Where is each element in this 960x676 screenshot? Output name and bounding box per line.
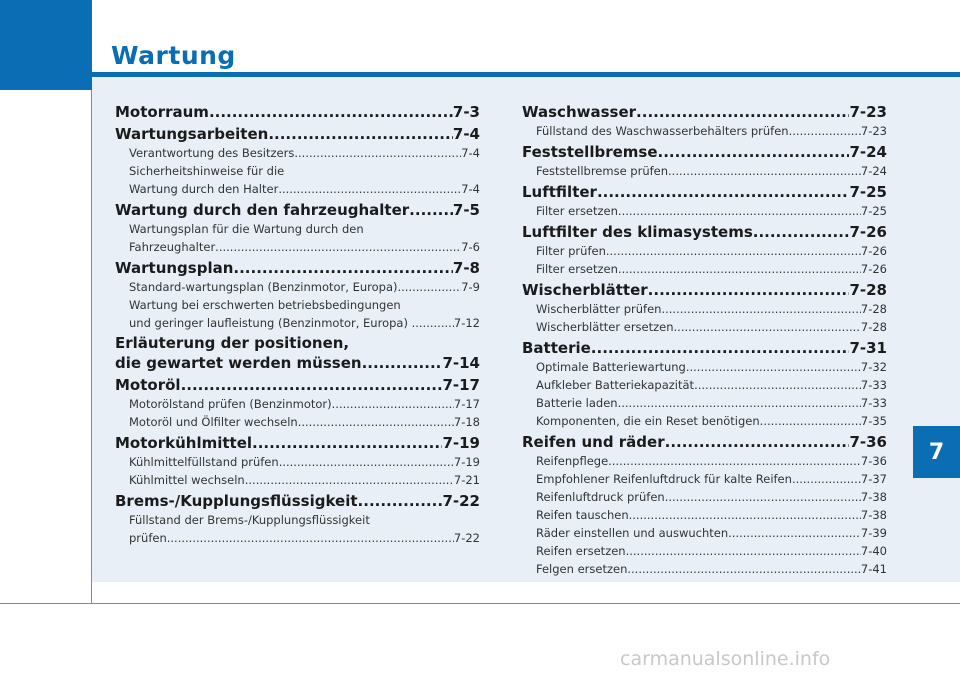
leader-dots bbox=[753, 222, 850, 242]
leader-dots bbox=[665, 488, 861, 506]
leader-dots bbox=[627, 560, 861, 578]
toc-section-entry[interactable] bbox=[115, 491, 480, 511]
leader-dots bbox=[618, 260, 861, 278]
toc-section-title: Luftfilter des klimasystems bbox=[522, 223, 753, 241]
leader-dots bbox=[728, 524, 861, 542]
toc-section-title-line: Erläuterung der positionen, bbox=[115, 334, 350, 352]
toc-page-number: 7-4 bbox=[452, 125, 480, 143]
toc-subentry[interactable] bbox=[522, 162, 887, 180]
toc-subentry-title: Standard-wartungsplan (Benzinmotor, Europa) bbox=[129, 280, 398, 294]
leader-dots bbox=[665, 432, 850, 452]
toc-page-number: 7-33 bbox=[860, 396, 887, 410]
toc-subentry-title: Batterie laden bbox=[536, 396, 618, 410]
leader-dots bbox=[591, 338, 850, 358]
toc-section-entry[interactable] bbox=[522, 280, 887, 300]
toc-page-number: 7-22 bbox=[442, 492, 480, 510]
toc-page-number: 7-18 bbox=[453, 415, 480, 429]
toc-subentry-title: Kühlmittelfüllstand prüfen bbox=[129, 455, 279, 469]
toc-subentry-title: Felgen ersetzen bbox=[536, 562, 628, 576]
toc-page-number: 7-28 bbox=[860, 320, 887, 334]
toc-section bbox=[115, 200, 480, 256]
toc-subentry[interactable] bbox=[522, 242, 887, 260]
leader-dots bbox=[181, 375, 443, 395]
toc-section bbox=[115, 102, 480, 122]
toc-subentry-title: Reifen tauschen bbox=[536, 508, 629, 522]
toc-section-entry[interactable] bbox=[115, 258, 480, 278]
toc-page-number: 7-26 bbox=[849, 223, 887, 241]
toc-section-entry[interactable] bbox=[115, 433, 480, 453]
toc-page-number: 7-23 bbox=[849, 103, 887, 121]
toc-section-entry[interactable] bbox=[522, 102, 887, 122]
header-color-block bbox=[0, 0, 92, 90]
toc-section-title: Wartungsarbeiten bbox=[115, 125, 269, 143]
leader-dots bbox=[167, 529, 454, 547]
leader-dots bbox=[215, 238, 461, 256]
toc-page-number: 7-32 bbox=[860, 360, 887, 374]
toc-subentry-title: Aufkleber Batteriekapazität bbox=[536, 378, 695, 392]
leader-dots bbox=[398, 278, 462, 296]
toc-subentry[interactable] bbox=[522, 506, 887, 524]
toc-section-title: Motorraum bbox=[115, 103, 209, 121]
toc-section-title: Motoröl bbox=[115, 376, 181, 394]
toc-page-number: 7-22 bbox=[453, 531, 480, 545]
toc-subentry-title: prüfen bbox=[129, 531, 167, 545]
toc-section bbox=[115, 433, 480, 489]
toc-subentry-line: Füllstand der Brems-/Kupplungsflüssigkeit bbox=[129, 513, 370, 527]
toc-subentry-title: Wischerblätter ersetzen bbox=[536, 320, 674, 334]
toc-subentry-title: Empfohlener Reifenluftdruck für kalte Reifen bbox=[536, 472, 792, 486]
toc-subentry[interactable] bbox=[115, 144, 480, 162]
toc-section bbox=[115, 124, 480, 198]
toc-section-title: Reifen und räder bbox=[522, 433, 665, 451]
toc-section-entry[interactable] bbox=[115, 124, 480, 144]
toc-subentry-title: Kühlmittel wechseln bbox=[129, 473, 245, 487]
chapter-tab[interactable] bbox=[913, 426, 960, 478]
toc-subentry-title: Fahrzeughalter bbox=[129, 240, 216, 254]
leader-dots bbox=[658, 142, 850, 162]
toc-page-number: 7-17 bbox=[453, 397, 480, 411]
toc-page-number: 7-5 bbox=[452, 201, 480, 219]
leader-dots bbox=[298, 413, 454, 431]
toc-section bbox=[115, 334, 480, 373]
toc-page-number: 7-25 bbox=[860, 204, 887, 218]
toc-subentry-title: Reifenluftdruck prüfen bbox=[536, 490, 665, 504]
leader-dots bbox=[629, 506, 861, 524]
toc-section bbox=[522, 222, 887, 278]
toc-section bbox=[522, 432, 887, 578]
toc-section-entry[interactable] bbox=[522, 182, 887, 202]
toc-page-number: 7-38 bbox=[860, 490, 887, 504]
leader-dots bbox=[419, 314, 454, 332]
leader-dots bbox=[618, 394, 861, 412]
toc-section-title: Wartung durch den fahrzeughalter bbox=[115, 201, 410, 219]
toc-subentry[interactable] bbox=[115, 471, 480, 489]
watermark: carmanualsonline.info bbox=[620, 648, 831, 670]
toc-page-number: 7-28 bbox=[849, 281, 887, 299]
leader-dots bbox=[245, 471, 454, 489]
toc-right-column bbox=[522, 100, 887, 578]
toc-page-number: 7-36 bbox=[849, 433, 887, 451]
toc-page-number: 7-19 bbox=[453, 455, 480, 469]
leader-dots bbox=[636, 102, 849, 122]
toc-section-title: Waschwasser bbox=[522, 103, 637, 121]
toc-subentry[interactable] bbox=[522, 470, 887, 488]
toc-page-number: 7-28 bbox=[860, 302, 887, 316]
toc-page-number: 7-14 bbox=[442, 354, 480, 372]
leader-dots bbox=[252, 433, 442, 453]
leader-dots bbox=[209, 102, 453, 122]
leader-dots bbox=[694, 376, 861, 394]
leader-dots bbox=[358, 491, 443, 511]
toc-subentry-title: Reifenpflege bbox=[536, 454, 609, 468]
toc-subentry[interactable] bbox=[522, 358, 887, 376]
toc-section bbox=[115, 491, 480, 547]
toc-subentry-line: Sicherheitshinweise für die bbox=[129, 164, 285, 178]
leader-dots bbox=[278, 180, 461, 198]
toc-subentry[interactable] bbox=[115, 314, 480, 332]
leader-dots bbox=[279, 453, 454, 471]
toc-section-title: Wartungsplan bbox=[115, 259, 234, 277]
toc-section bbox=[522, 338, 887, 430]
chapter-number: 7 bbox=[928, 439, 945, 465]
toc-section-entry[interactable] bbox=[115, 200, 480, 220]
toc-page-number: 7-6 bbox=[461, 240, 480, 254]
toc-section-title: Luftfilter bbox=[522, 183, 597, 201]
toc-subentry[interactable] bbox=[115, 278, 480, 296]
toc-section-title: die gewartet werden müssen bbox=[115, 354, 362, 372]
leader-dots bbox=[606, 242, 861, 260]
toc-section-entry[interactable] bbox=[522, 142, 887, 162]
toc-section-entry[interactable] bbox=[115, 375, 480, 395]
toc-subentry[interactable] bbox=[522, 524, 887, 542]
toc-subentry-title: Räder einstellen und auswuchten bbox=[536, 526, 729, 540]
toc-subentry[interactable] bbox=[115, 395, 480, 413]
leader-dots bbox=[792, 470, 861, 488]
toc-page-number: 7-24 bbox=[849, 143, 887, 161]
leader-dots bbox=[233, 258, 452, 278]
toc-subentry-line: Wartung bei erschwerten betriebsbedingungen bbox=[129, 298, 401, 312]
toc-subentry-title: Wartung durch den Halter bbox=[129, 182, 279, 196]
leader-dots bbox=[409, 200, 453, 220]
toc-section bbox=[115, 375, 480, 431]
leader-dots bbox=[789, 122, 861, 140]
bottom-rule bbox=[0, 603, 960, 604]
leader-dots bbox=[626, 542, 861, 560]
leader-dots bbox=[597, 182, 850, 202]
toc-subentry[interactable] bbox=[522, 122, 887, 140]
toc-page-number: 7-21 bbox=[453, 473, 480, 487]
leader-dots bbox=[760, 412, 861, 430]
toc-section-title: Feststellbremse bbox=[522, 143, 658, 161]
toc-subentry[interactable] bbox=[522, 560, 887, 578]
toc-page-number: 7-8 bbox=[452, 259, 480, 277]
leader-dots bbox=[294, 144, 461, 162]
toc-page-number: 7-40 bbox=[860, 544, 887, 558]
toc-subentry-title: Filter ersetzen bbox=[536, 262, 618, 276]
toc-page-number: 7-37 bbox=[860, 472, 887, 486]
toc-subentry[interactable] bbox=[522, 394, 887, 412]
toc-subentry-title: Wischerblätter prüfen bbox=[536, 302, 662, 316]
toc-subentry-title: Optimale Batteriewartung bbox=[536, 360, 686, 374]
toc-subentry[interactable] bbox=[522, 412, 887, 430]
leader-dots bbox=[268, 124, 453, 144]
left-margin-rule bbox=[91, 90, 92, 604]
toc-section bbox=[522, 102, 887, 140]
toc-page-number: 7-38 bbox=[860, 508, 887, 522]
toc-subentry[interactable] bbox=[522, 452, 887, 470]
toc-section-entry[interactable] bbox=[115, 102, 480, 122]
toc-subentry[interactable] bbox=[115, 453, 480, 471]
toc-page-number: 7-39 bbox=[860, 526, 887, 540]
page-title: Wartung bbox=[111, 41, 236, 70]
toc-subentry[interactable] bbox=[522, 202, 887, 220]
toc-subentry[interactable] bbox=[115, 413, 480, 431]
toc-page-number: 7-41 bbox=[860, 562, 887, 576]
toc-subentry[interactable] bbox=[115, 180, 480, 198]
toc-section-title: Batterie bbox=[522, 339, 591, 357]
toc-subentry-title: Motorölstand prüfen (Benzinmotor) bbox=[129, 397, 332, 411]
toc-page-number: 7-9 bbox=[461, 280, 480, 294]
toc-subentry[interactable] bbox=[522, 488, 887, 506]
toc-page-number: 7-3 bbox=[452, 103, 480, 121]
toc-section-title: Brems-/Kupplungsflüssigkeit bbox=[115, 492, 358, 510]
toc-page-number: 7-33 bbox=[860, 378, 887, 392]
toc-subentry[interactable] bbox=[522, 318, 887, 336]
leader-dots bbox=[661, 300, 860, 318]
toc-page-number: 7-24 bbox=[860, 164, 887, 178]
leader-dots bbox=[648, 280, 850, 300]
leader-dots bbox=[668, 162, 861, 180]
toc-page-number: 7-19 bbox=[442, 434, 480, 452]
toc-subentry[interactable] bbox=[522, 542, 887, 560]
toc-subentry-title: Füllstand des Waschwasserbehälters prüfen bbox=[536, 124, 789, 138]
leader-dots bbox=[332, 395, 454, 413]
toc-subentry-title: und geringer laufleistung (Benzinmotor, Europa) .. bbox=[129, 316, 419, 330]
toc-left-column bbox=[115, 100, 480, 547]
toc-section bbox=[522, 182, 887, 220]
toc-page-number: 7-25 bbox=[849, 183, 887, 201]
toc-section bbox=[522, 142, 887, 180]
leader-dots bbox=[686, 358, 861, 376]
toc-subentry[interactable] bbox=[522, 260, 887, 278]
leader-dots bbox=[608, 452, 861, 470]
toc-page-number: 7-31 bbox=[849, 339, 887, 357]
toc-subentry-title: Filter ersetzen bbox=[536, 204, 618, 218]
toc-subentry[interactable] bbox=[115, 238, 480, 256]
toc-subentry-title: Motoröl und Ölfilter wechseln bbox=[129, 415, 298, 429]
toc-subentry-line: Wartungsplan für die Wartung durch den bbox=[129, 222, 364, 236]
toc-section-entry[interactable] bbox=[522, 432, 887, 452]
toc-subentry-title: Feststellbremse prüfen bbox=[536, 164, 669, 178]
toc-section bbox=[115, 258, 480, 332]
toc-page-number: 7-4 bbox=[461, 182, 480, 196]
toc-page-number: 7-12 bbox=[453, 316, 480, 330]
toc-subentry[interactable] bbox=[522, 300, 887, 318]
toc-subentry-title: Filter prüfen bbox=[536, 244, 606, 258]
toc-section-title: Motorkühlmittel bbox=[115, 434, 253, 452]
toc-page-number: 7-17 bbox=[442, 376, 480, 394]
toc-subentry-title: Reifen ersetzen bbox=[536, 544, 626, 558]
toc-page-number: 7-4 bbox=[461, 146, 480, 160]
toc-section-title: Wischerblätter bbox=[522, 281, 648, 299]
leader-dots bbox=[674, 318, 861, 336]
toc-page-number: 7-26 bbox=[860, 244, 887, 258]
toc-section bbox=[522, 280, 887, 336]
toc-page-number: 7-23 bbox=[860, 124, 887, 138]
toc-section-entry[interactable] bbox=[522, 338, 887, 358]
leader-dots bbox=[618, 202, 861, 220]
toc-page-number: 7-26 bbox=[860, 262, 887, 276]
toc-section-entry[interactable] bbox=[115, 353, 480, 373]
toc-section-entry[interactable] bbox=[522, 222, 887, 242]
toc-subentry-title: Komponenten, die ein Reset benötigen bbox=[536, 414, 760, 428]
toc-subentry[interactable] bbox=[115, 529, 480, 547]
leader-dots bbox=[362, 353, 443, 373]
toc-subentry[interactable] bbox=[522, 376, 887, 394]
toc-page-number: 7-36 bbox=[860, 454, 887, 468]
toc-page-number: 7-35 bbox=[860, 414, 887, 428]
toc-subentry-title: Verantwortung des Besitzers bbox=[129, 146, 295, 160]
